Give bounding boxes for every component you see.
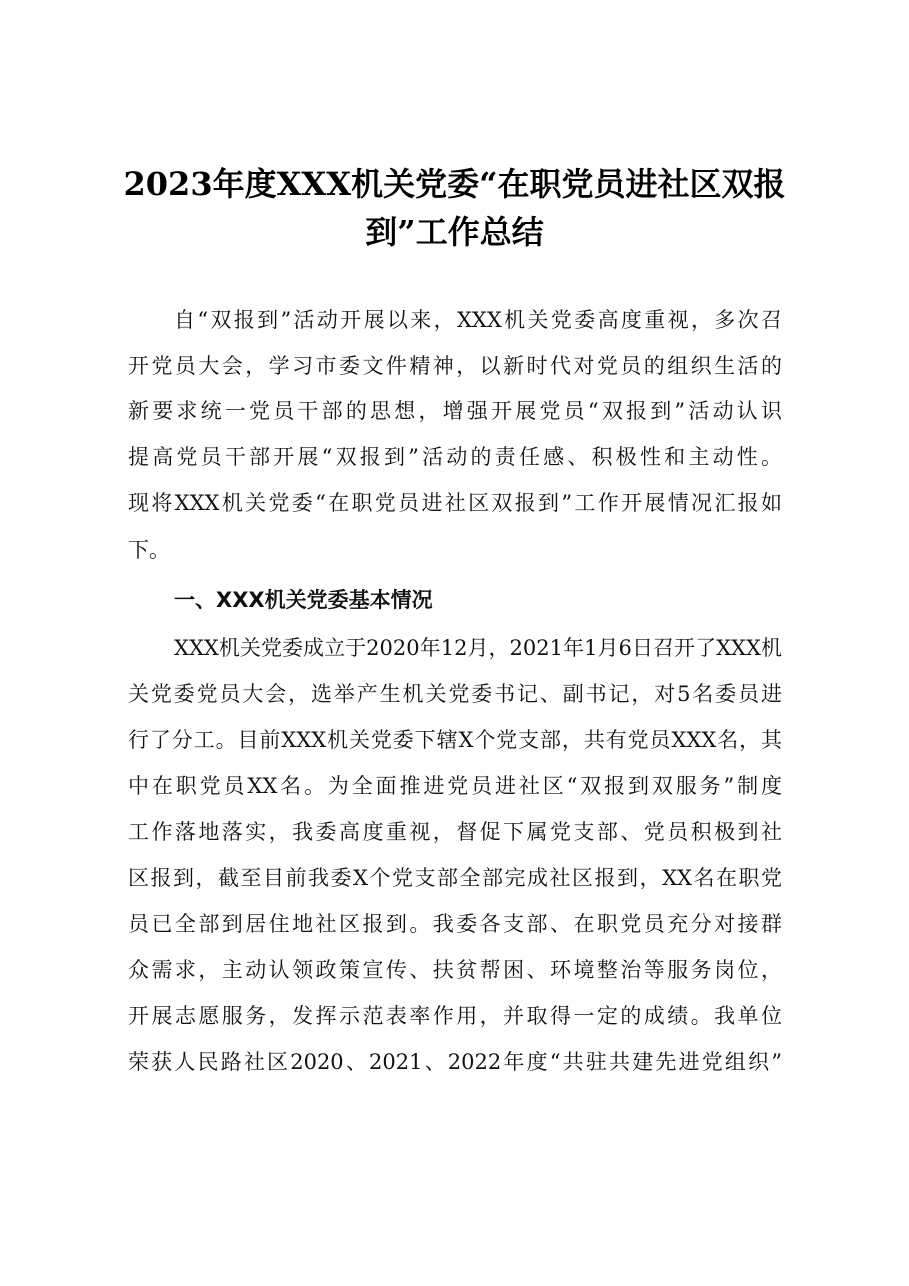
paragraph-1-line-6: 下。 <box>128 538 170 562</box>
section-heading-1: 一、XXX机关党委基本情况 <box>174 588 433 612</box>
paragraph-1-line-3: 新要求统一党员干部的思想，增强开展党员“双报到”活动认识 <box>128 399 782 423</box>
paragraph-2-line-9: 开展志愿服务，发挥示范表率作用，并取得一定的成绩。我单位 <box>128 1004 782 1028</box>
paragraph-2-line-2: 关党委党员大会，选举产生机关党委书记、副书记，对5名委员进 <box>128 682 782 706</box>
paragraph-1-line-4: 提高党员干部开展“双报到”活动的责任感、积极性和主动性。 <box>128 445 782 469</box>
document-title-line-1: 2023年度XXX机关党委“在职党员进社区双报 <box>123 165 786 203</box>
paragraph-2-line-4: 中在职党员XX名。为全面推进党员进社区“双报到双服务”制度 <box>128 774 782 798</box>
paragraph-2-line-8: 众需求，主动认领政策宣传、扶贫帮困、环境整治等服务岗位， <box>128 958 782 982</box>
paragraph-2-line-3: 行了分工。目前XXX机关党委下辖X个党支部，共有党员XXX名，其 <box>128 728 782 752</box>
paragraph-1-line-2: 开党员大会，学习市委文件精神，以新时代对党员的组织生活的 <box>128 354 782 378</box>
paragraph-2-line-10: 荣获人民路社区2020、2021、2022年度“共驻共建先进党组织” <box>128 1050 782 1074</box>
paragraph-2-line-7: 员已全部到居住地社区报到。我委各支部、在职党员充分对接群 <box>128 912 782 936</box>
paragraph-1-line-5: 现将XXX机关党委“在职党员进社区双报到”工作开展情况汇报如 <box>128 491 782 515</box>
document-title-line-2: 到”工作总结 <box>365 213 544 251</box>
paragraph-2-line-5: 工作落地落实，我委高度重视，督促下属党支部、党员积极到社 <box>128 820 782 844</box>
paragraph-2-line-6: 区报到，截至目前我委X个党支部全部完成社区报到，XX名在职党 <box>128 866 782 890</box>
paragraph-1-line-1: 自“双报到”活动开展以来，XXX机关党委高度重视，多次召 <box>174 308 782 332</box>
paragraph-2-line-1: XXX机关党委成立于2020年12月，2021年1月6日召开了XXX机 <box>174 636 782 660</box>
